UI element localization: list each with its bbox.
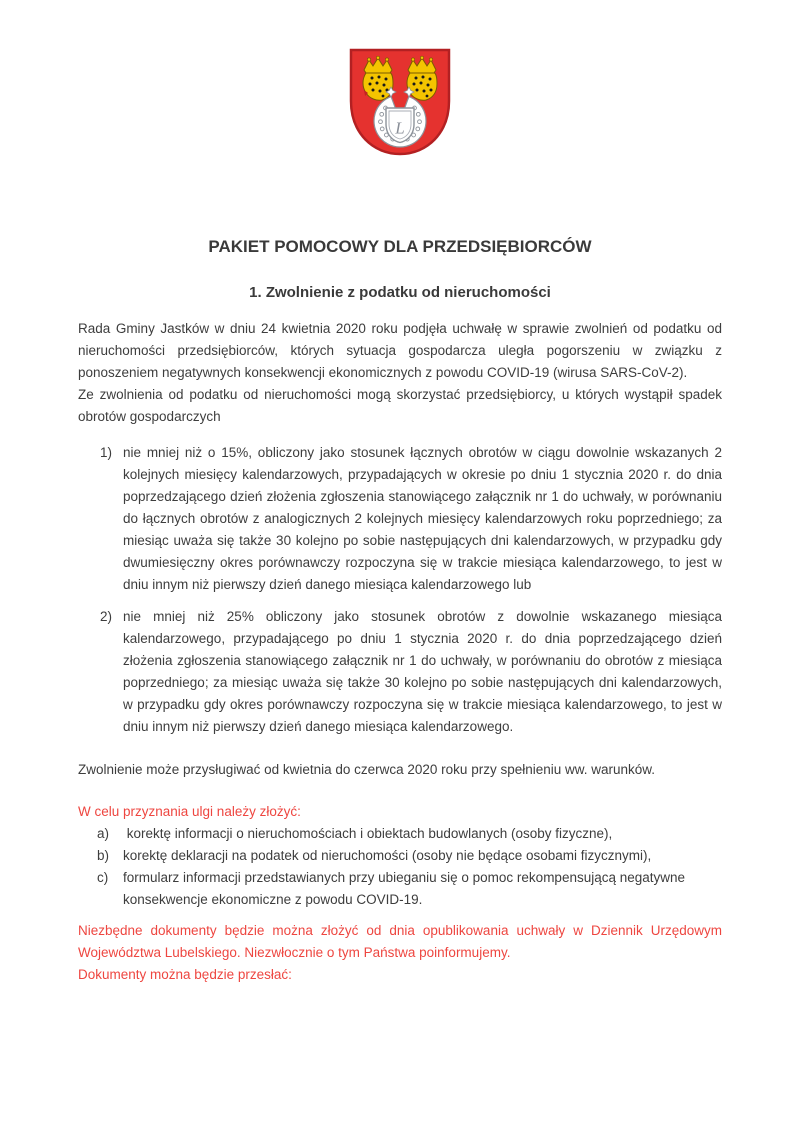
list-marker: 2) (100, 609, 113, 624)
list-marker: 1) (100, 445, 113, 460)
list-item (78, 867, 722, 911)
requirement-text: korektę deklaracji na podatek od nieruchomości (osoby nie będące osobami fizycznymi), (123, 848, 652, 863)
list-marker: c) (97, 870, 109, 885)
document-title: PAKIET POMOCOWY DLA PRZEDSIĘBIORCÓW (208, 237, 592, 256)
coat-of-arms (348, 47, 452, 157)
coat-of-arms-icon (348, 47, 452, 157)
requirements-list (78, 823, 722, 911)
intro-paragraph-2: Ze zwolnienia od podatku od nieruchomości mogą skorzystać przedsiębiorcy, u których wystąpił spadek obrotów gospodarczych (78, 387, 722, 424)
list-item (78, 845, 722, 867)
section-heading: 1. Zwolnienie z podatku od nieruchomości (249, 284, 551, 301)
intro-paragraph-1: Rada Gminy Jastków w dniu 24 kwietnia 2020 roku podjęła uchwałę w sprawie zwolnień od podatku od nieruchomości przedsiębiorców, których sytuacja gospodarcza uległa pogorszeniu w związku z ponoszeniem negatywnych konsekwencji ekonomicznych z powodu COVID-19 (wirusa SARS-CoV-2). (78, 321, 722, 380)
list-item (78, 823, 722, 845)
list-item (78, 442, 722, 596)
list-marker: b) (97, 848, 110, 863)
publication-paragraph-2: Dokumenty można będzie przesłać: (78, 967, 292, 982)
condition-text: nie mniej niż o 15%, obliczony jako stosunek łącznych obrotów w ciągu dowolnie wskazanych 2 kolejnych miesięcy kalendarzowych, przypadających w okresie po dniu 1 stycznia 2020 r. do dnia poprzedzającego dzień złożenia zgłoszenia stanowiącego załącznik nr 1 do uchwały, w porównaniu do łącznych obrotów z analogicznych 2 kolejnych miesięcy kalendarzowych roku poprzedniego; za miesiąc uważa się także 30 kolejno po sobie następujących dni kalendarzowych, w przypadku gdy dwumiesięczny okres porównawczy rozpoczyna się w trakcie miesiąca kalendarzowego, to jest w dniu innym niż pierwszy dzień danego miesiąca kalendarzowego lub (123, 445, 722, 592)
eligibility-note: Zwolnienie może przysługiwać od kwietnia do czerwca 2020 roku przy spełnieniu ww. warunków. (78, 762, 656, 777)
condition-text: nie mniej niż 25% obliczony jako stosunek obrotów z dowolnie wskazanego miesiąca kalendarzowego, przypadającego po dniu 1 stycznia 2020 r. do dnia poprzedzającego dzień złożenia zgłoszenia stanowiącego załącznik nr 1 do uchwały, w porównaniu do obrotów z miesiąca poprzedniego; za miesiąc uważa się także 30 kolejno po sobie następujących dni kalendarzowych, w przypadku gdy okres porównawczy rozpoczyna się w trakcie miesiąca kalendarzowego, to jest w dniu innym niż pierwszy dzień danego miesiąca kalendarzowego. (123, 609, 722, 734)
requirement-text: korektę informacji o nieruchomościach i obiektach budowlanych (osoby fizyczne), (123, 826, 613, 841)
conditions-list (78, 442, 722, 738)
letter-shield-icon (386, 108, 414, 143)
publication-paragraph-1: Niezbędne dokumenty będzie można złożyć od dnia opublikowania uchwały w Dziennik Urzędowym Województwa Lubelskiego. Niezwłocznie o tym Państwa poinformujemy. (78, 923, 722, 960)
list-marker: a) (97, 826, 110, 841)
crest-letter: L (395, 118, 405, 138)
list-item (78, 606, 722, 738)
requirement-text: formularz informacji przedstawianych przy ubieganiu się o pomoc rekompensującą negatywne konsekwencje ekonomiczne z powodu COVID-19. (123, 870, 686, 907)
requirements-heading: W celu przyznania ulgi należy złożyć: (78, 804, 301, 819)
